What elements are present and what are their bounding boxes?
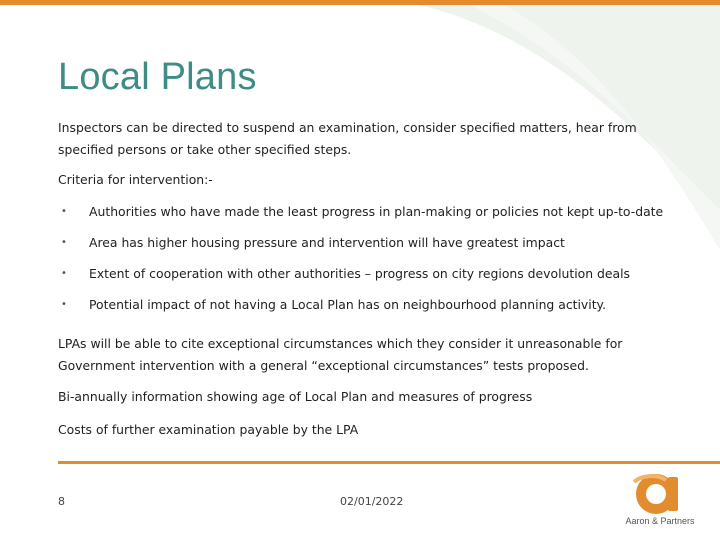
criteria-heading: Criteria for intervention:- — [58, 172, 213, 187]
bullet-icon: • — [61, 206, 67, 217]
criteria-list — [58, 201, 698, 325]
bi-annual-paragraph: Bi-annually information showing age of Local Plan and measures of progress — [58, 389, 533, 404]
list-item-text: Extent of cooperation with other authorities – progress on city regions devolution deals — [89, 266, 631, 281]
list-item-text: Potential impact of not having a Local Plan has on neighbourhood planning activity. — [89, 297, 607, 312]
logo-text: Aaron & Partners — [625, 516, 695, 526]
page-number: 8 — [58, 495, 65, 508]
exceptional-circumstances-paragraph: LPAs will be able to cite exceptional circumstances which they consider it unreasonable for Government intervention with a general “exceptional circumstances” tests proposed. — [58, 336, 623, 373]
bullet-icon: • — [61, 237, 67, 248]
bullet-icon: • — [61, 268, 67, 279]
list-item — [58, 263, 698, 294]
footer-date: 02/01/2022 — [340, 495, 404, 508]
list-item — [58, 201, 698, 232]
list-item — [58, 294, 698, 325]
intro-paragraph: Inspectors can be directed to suspend an examination, consider specified matters, hear from specified persons or take other specified steps. — [58, 120, 637, 157]
costs-paragraph: Costs of further examination payable by the LPA — [58, 422, 359, 437]
list-item-text: Authorities who have made the least progress in plan-making or policies not kept up-to-date — [89, 204, 664, 219]
list-item — [58, 232, 698, 263]
slide-title: Local Plans — [58, 56, 257, 98]
bullet-icon: • — [61, 299, 67, 310]
list-item-text: Area has higher housing pressure and intervention will have greatest impact — [89, 235, 565, 250]
footer-divider — [58, 461, 720, 464]
top-accent-bar — [0, 0, 720, 5]
